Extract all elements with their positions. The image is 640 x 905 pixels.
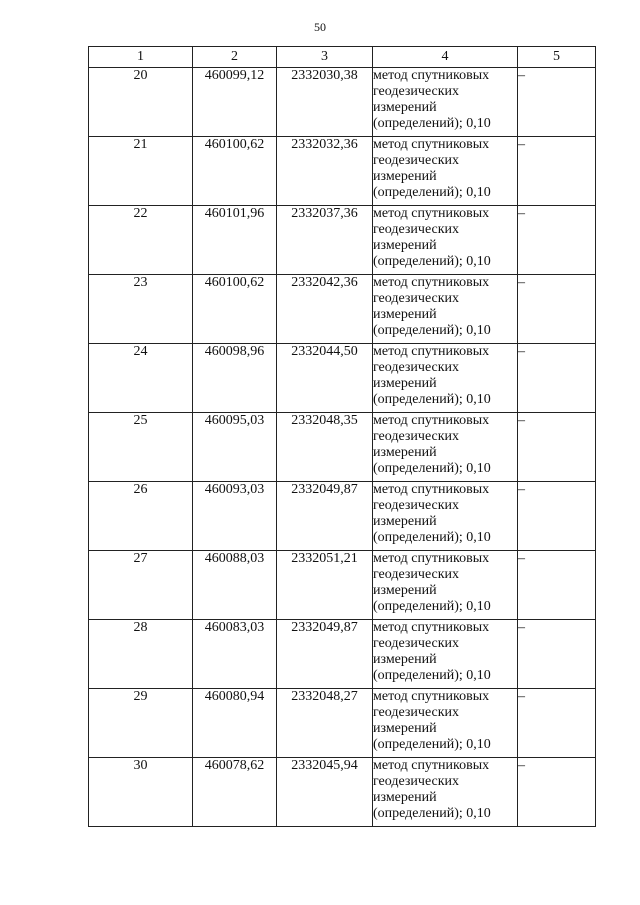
- point-number: 24: [89, 344, 193, 413]
- method-and-accuracy: метод спутниковых геодезических измерений (определений); 0,10: [373, 689, 518, 758]
- table-row: [89, 344, 596, 413]
- coordinate-y: 2332044,50: [277, 344, 373, 413]
- note-cell: –: [518, 137, 596, 206]
- coordinate-x: 460095,03: [193, 413, 277, 482]
- method-and-accuracy: метод спутниковых геодезических измерений (определений); 0,10: [373, 758, 518, 827]
- point-number: 26: [89, 482, 193, 551]
- point-number: 30: [89, 758, 193, 827]
- note-cell: –: [518, 689, 596, 758]
- point-number: 27: [89, 551, 193, 620]
- note-cell: –: [518, 620, 596, 689]
- coordinate-x: 460101,96: [193, 206, 277, 275]
- coordinate-y: 2332037,36: [277, 206, 373, 275]
- table-row: [89, 758, 596, 827]
- note-cell: –: [518, 344, 596, 413]
- coordinate-y: 2332030,38: [277, 68, 373, 137]
- column-header-1: 1: [89, 47, 193, 68]
- coordinate-y: 2332032,36: [277, 137, 373, 206]
- table-row: [89, 413, 596, 482]
- coordinate-y: 2332049,87: [277, 482, 373, 551]
- table-row: [89, 482, 596, 551]
- coordinate-y: 2332051,21: [277, 551, 373, 620]
- coordinate-x: 460100,62: [193, 137, 277, 206]
- column-header-5: 5: [518, 47, 596, 68]
- note-cell: –: [518, 758, 596, 827]
- point-number: 25: [89, 413, 193, 482]
- coordinate-x: 460083,03: [193, 620, 277, 689]
- coordinate-y: 2332042,36: [277, 275, 373, 344]
- method-and-accuracy: метод спутниковых геодезических измерений (определений); 0,10: [373, 275, 518, 344]
- method-and-accuracy: метод спутниковых геодезических измерений (определений); 0,10: [373, 413, 518, 482]
- point-number: 23: [89, 275, 193, 344]
- coordinate-x: 460080,94: [193, 689, 277, 758]
- page-number: 50: [314, 20, 326, 34]
- method-and-accuracy: метод спутниковых геодезических измерений (определений); 0,10: [373, 620, 518, 689]
- coordinate-y: 2332048,27: [277, 689, 373, 758]
- coordinate-y: 2332049,87: [277, 620, 373, 689]
- table-row: [89, 206, 596, 275]
- table-row: [89, 275, 596, 344]
- table-row: [89, 68, 596, 137]
- table-row: [89, 137, 596, 206]
- method-and-accuracy: метод спутниковых геодезических измерений (определений); 0,10: [373, 137, 518, 206]
- coordinate-x: 460093,03: [193, 482, 277, 551]
- coordinate-x: 460088,03: [193, 551, 277, 620]
- method-and-accuracy: метод спутниковых геодезических измерений (определений); 0,10: [373, 344, 518, 413]
- note-cell: –: [518, 206, 596, 275]
- point-number: 22: [89, 206, 193, 275]
- coordinate-x: 460098,96: [193, 344, 277, 413]
- column-header-4: 4: [373, 47, 518, 68]
- coordinates-table: [88, 46, 596, 827]
- table-row: [89, 620, 596, 689]
- point-number: 21: [89, 137, 193, 206]
- point-number: 29: [89, 689, 193, 758]
- table-row: [89, 551, 596, 620]
- coordinate-y: 2332048,35: [277, 413, 373, 482]
- coordinate-x: 460100,62: [193, 275, 277, 344]
- method-and-accuracy: метод спутниковых геодезических измерений (определений); 0,10: [373, 68, 518, 137]
- column-header-2: 2: [193, 47, 277, 68]
- method-and-accuracy: метод спутниковых геодезических измерений (определений); 0,10: [373, 551, 518, 620]
- method-and-accuracy: метод спутниковых геодезических измерений (определений); 0,10: [373, 482, 518, 551]
- note-cell: –: [518, 68, 596, 137]
- column-header-3: 3: [277, 47, 373, 68]
- note-cell: –: [518, 551, 596, 620]
- coordinate-y: 2332045,94: [277, 758, 373, 827]
- note-cell: –: [518, 482, 596, 551]
- coordinate-x: 460078,62: [193, 758, 277, 827]
- point-number: 20: [89, 68, 193, 137]
- table-header-row: [89, 47, 596, 68]
- note-cell: –: [518, 275, 596, 344]
- note-cell: –: [518, 413, 596, 482]
- coordinate-x: 460099,12: [193, 68, 277, 137]
- method-and-accuracy: метод спутниковых геодезических измерений (определений); 0,10: [373, 206, 518, 275]
- point-number: 28: [89, 620, 193, 689]
- table-row: [89, 689, 596, 758]
